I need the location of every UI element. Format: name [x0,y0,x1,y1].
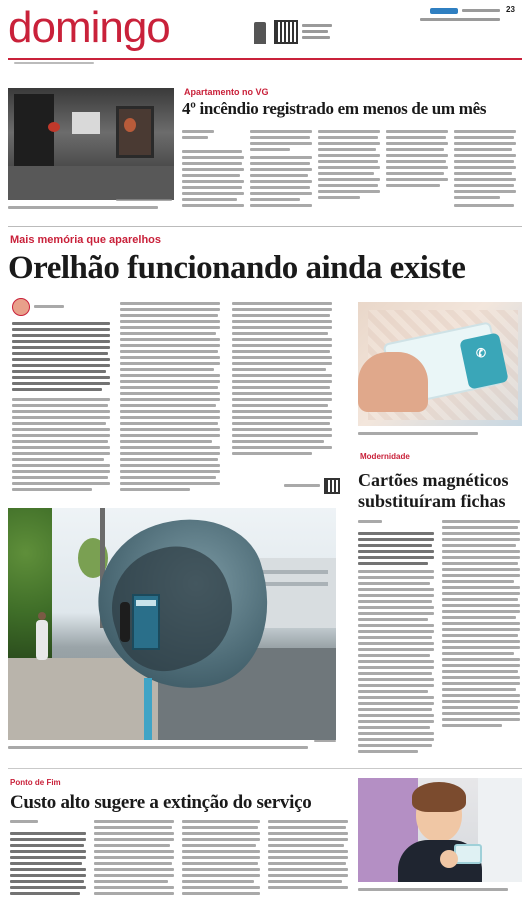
story3-headline: Custo alto sugere a extinção do serviço [10,792,312,813]
sidebar-headline-2: substituíram fichas [358,491,506,511]
section2-headline: Orelhão funcionando ainda existe [8,250,466,286]
woman-with-card-photo [358,778,522,882]
section2-kicker: Mais memória que aparelhos [10,234,161,246]
phone-card-photo: ✆ [358,302,522,426]
phone-booth-photo [8,508,336,740]
story3-body [10,818,348,898]
sidebar-body [358,514,522,774]
fire-photo [8,88,174,200]
qr-code-icon [324,478,340,494]
story1-kicker: Apartamento no VG [184,87,269,97]
social-icons [430,8,458,14]
story1-body [182,128,522,218]
author-avatar [12,298,30,316]
section-divider [8,226,522,227]
page-number: 23 [506,5,515,14]
newspaper-logo: domingo [8,3,170,52]
story3-kicker: Ponto de Fim [10,778,61,787]
sidebar-kicker: Modernidade [360,452,410,461]
qr-code-icon [274,20,298,44]
masthead-emblem [254,22,266,44]
masthead [0,0,530,62]
sidebar-headline-1: Cartões magnéticos [358,470,509,490]
section2-body [12,320,352,500]
masthead-rule [8,58,522,60]
story1-headline: 4º incêndio registrado em menos de um mês [182,99,487,118]
